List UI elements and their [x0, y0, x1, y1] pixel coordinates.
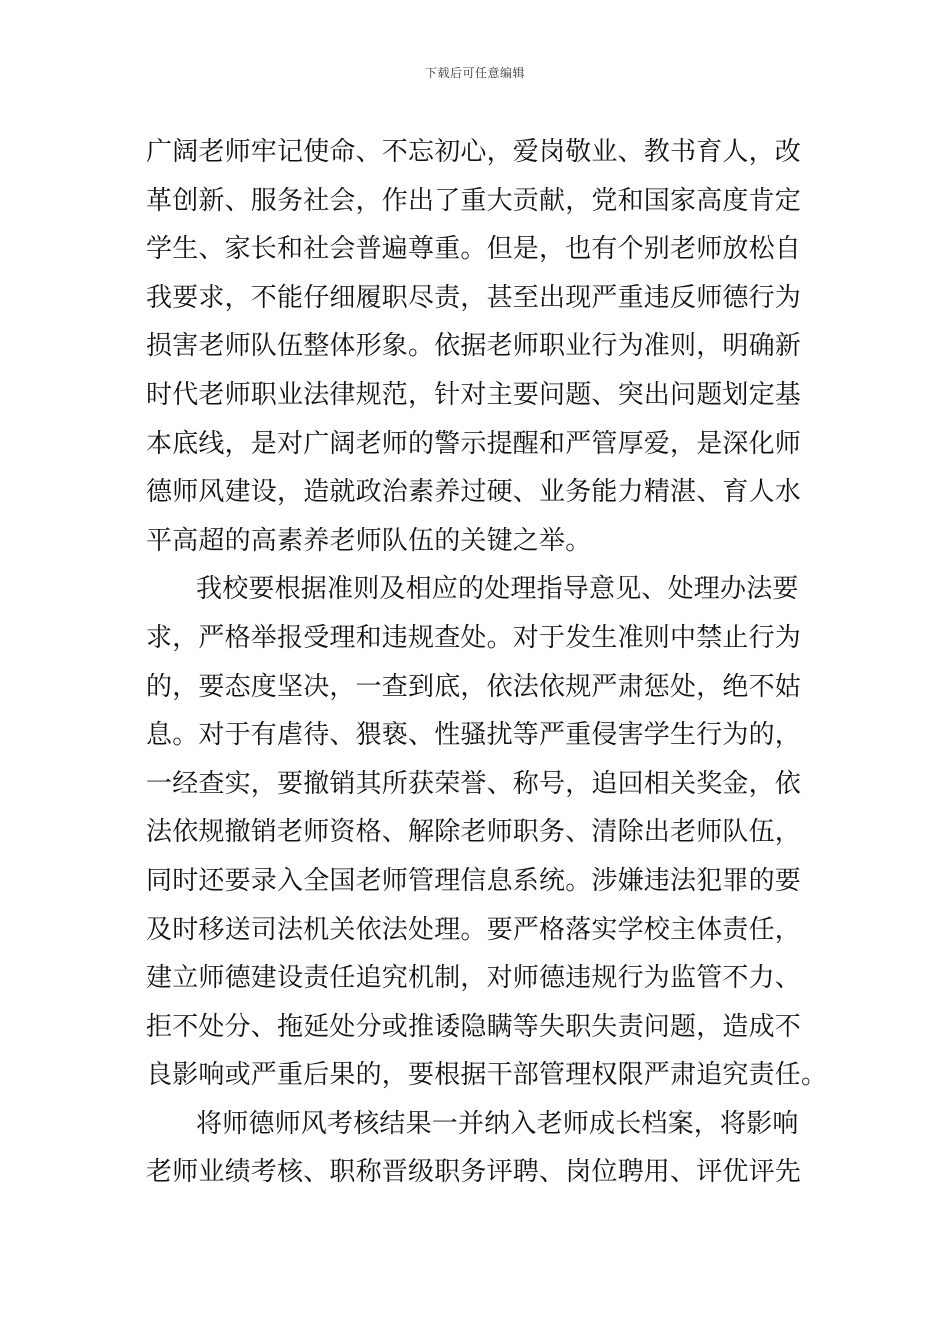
text-line: 一经查实，要撤销其所获荣誉、称号，追回相关奖金，依 — [146, 768, 802, 799]
header-note: 下载后可任意编辑 — [424, 66, 525, 80]
body-text — [146, 128, 828, 1197]
text-line: 学生、家长和社会普遍尊重。但是，也有个别老师放松自 — [146, 234, 802, 265]
text-line: 平高超的高素养老师队伍的关键之举。 — [146, 525, 592, 556]
text-line: 革创新、服务社会，作出了重大贡献，党和国家高度肯定 — [146, 185, 802, 216]
text-line: 及时移送司法机关依法处理。要严格落实学校主体责任， — [146, 914, 802, 945]
text-line: 广阔老师牢记使命、不忘初心，爱岗敬业、教书育人，改 — [146, 137, 802, 167]
text-line: 的，要态度坚决，一查到底，依法依规严肃惩处，绝不姑 — [146, 671, 802, 702]
text-line: 息。对于有虐待、猥亵、性骚扰等严重侵害学生行为的， — [146, 720, 802, 751]
text-line: 时代老师职业法律规范，针对主要问题、突出问题划定基 — [146, 379, 802, 410]
paragraph-first-line: 我校要根据准则及相应的处理指导意见、处理办法要 — [196, 574, 799, 605]
text-line: 同时还要录入全国老师管理信息系统。涉嫌违法犯罪的要 — [146, 865, 802, 896]
text-line: 我要求，不能仔细履职尽责，甚至出现严重违反师德行为 — [146, 282, 802, 313]
text-line: 老师业绩考核、职称晋级职务评聘、岗位聘用、评优评先 — [146, 1157, 802, 1188]
text-line: 良影响或严重后果的，要根据干部管理权限严肃追究责任。 — [146, 1060, 828, 1091]
text-line: 建立师德建设责任追究机制，对师德违规行为监管不力、 — [146, 963, 802, 994]
text-line: 德师风建设，造就政治素养过硬、业务能力精湛、育人水 — [146, 477, 802, 508]
text-line: 损害老师队伍整体形象。依据老师职业行为准则，明确新 — [146, 331, 802, 362]
text-line: 法依规撤销老师资格、解除老师职务、清除出老师队伍， — [146, 817, 802, 848]
text-line: 拒不处分、拖延处分或推诿隐瞒等失职失责问题，造成不 — [146, 1011, 802, 1042]
text-line: 本底线，是对广阔老师的警示提醒和严管厚爱，是深化师 — [146, 428, 802, 459]
text-line: 求，严格举报受理和违规查处。对于发生准则中禁止行为 — [146, 622, 802, 653]
paragraph-first-line: 将师德师风考核结果一并纳入老师成长档案，将影响 — [196, 1108, 799, 1139]
